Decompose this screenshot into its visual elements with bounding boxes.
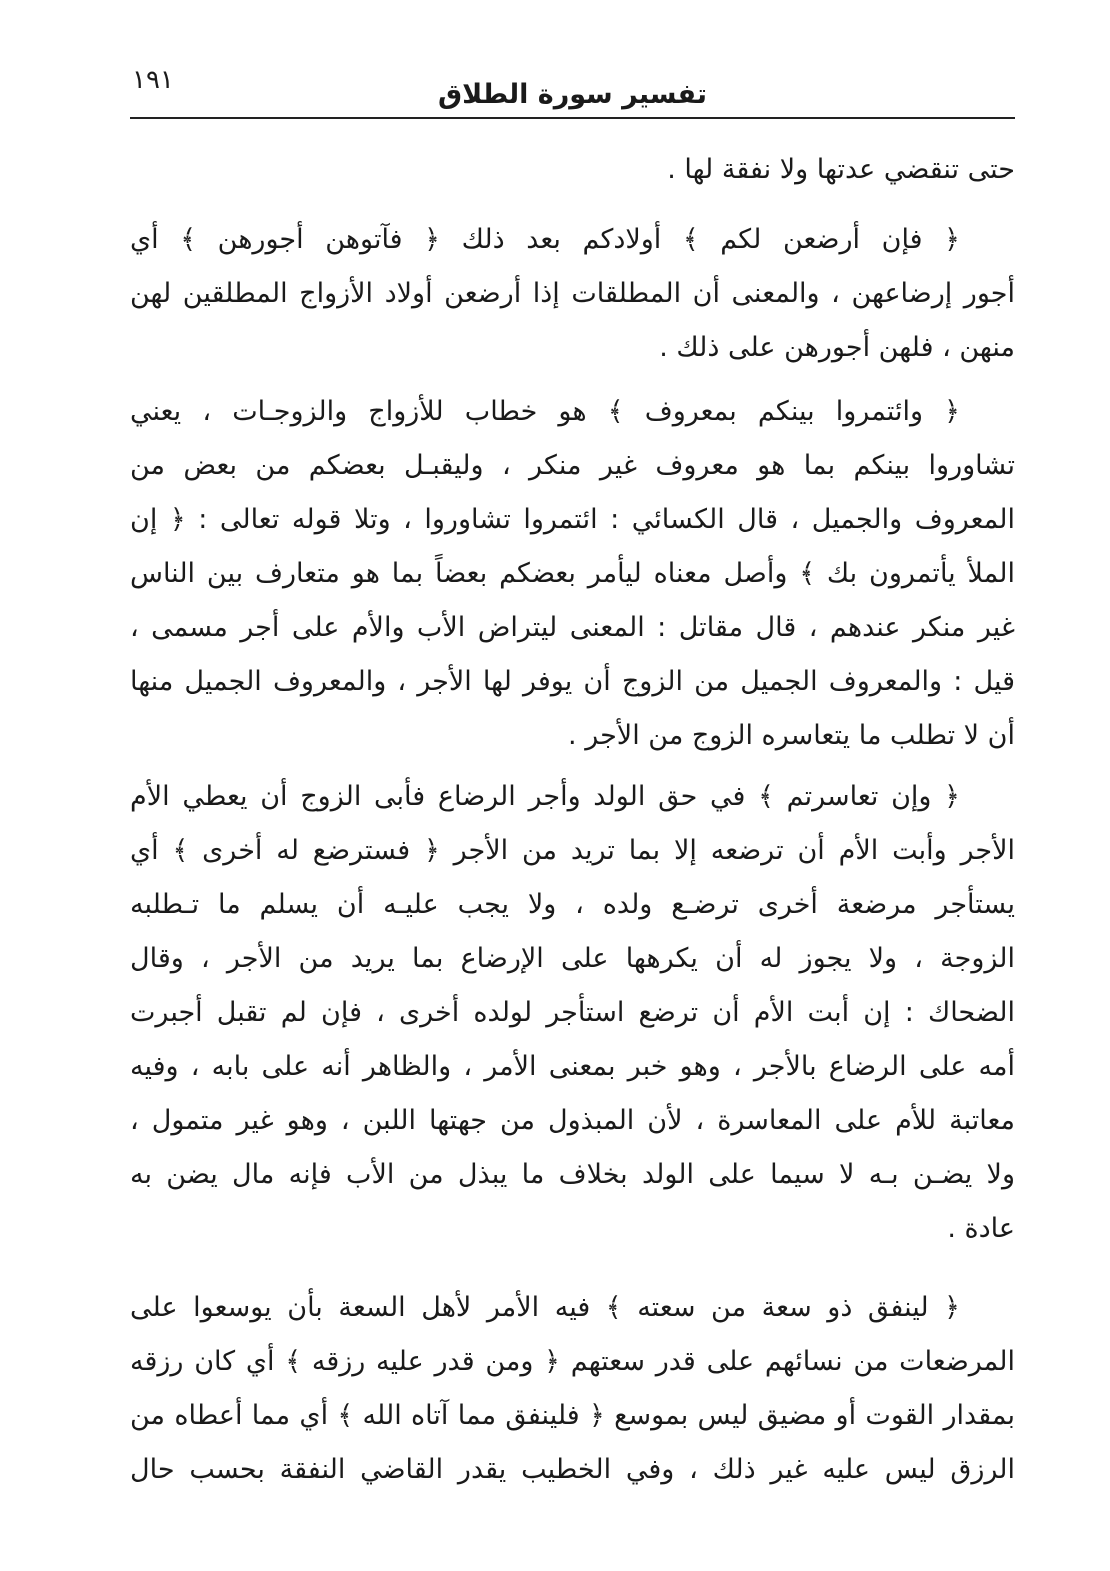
text-line: الزوجة ، ولا يجوز له أن يكرهها على الإرضاع بما يريد من الأجر ، وقال <box>130 943 1015 974</box>
paragraph <box>130 213 1015 375</box>
paragraph <box>130 143 1015 197</box>
paragraph <box>130 385 1015 763</box>
text-line: قيل : والمعروف الجميل من الزوج أن يوفر لها الأجر ، والمعروف الجميل منها <box>130 666 1015 697</box>
text-line: الملأ يأتمرون بك ﴾ وأصل معناه ليأمر بعضكم بعضاً بما هو متعارف بين الناس <box>130 558 1015 589</box>
text-line: يستأجر مرضعة أخرى ترضـع ولده ، ولا يجب عليـه أن يسلم ما تـطلبه <box>130 889 1015 920</box>
text-line: منهن ، فلهن أجورهن على ذلك . <box>659 332 1015 363</box>
text-line: الضحاك : إن أبت الأم أن ترضع استأجر لولده أخرى ، فإن لم تقبل أجبرت <box>130 997 1015 1028</box>
text-line: أجور إرضاعهن ، والمعنى أن المطلقات إذا أرضعن أولاد الأزواج المطلقين لهن <box>130 278 1015 309</box>
text-line: تشاوروا بينكم بما هو معروف غير منكر ، وليقبـل بعضكم من بعض من <box>130 450 1015 481</box>
text-line: المعروف والجميل ، قال الكسائي : ائتمروا تشاوروا ، وتلا قوله تعالى : ﴿ إن <box>130 504 1015 535</box>
text-line: عادة . <box>947 1213 1015 1244</box>
text-line: أمه على الرضاع بالأجر ، وهو خبر بمعنى الأمر ، والظاهر أنه على بابه ، وفيه <box>130 1051 1015 1082</box>
text-line: ﴿ لينفق ذو سعة من سعته ﴾ فيه الأمر لأهل السعة بأن يوسعوا على <box>130 1292 960 1323</box>
paragraph <box>130 1281 1015 1497</box>
text-line: بمقدار القوت أو مضيق ليس بموسع ﴿ فلينفق مما آتاه الله ﴾ أي مما أعطاه من <box>130 1400 1015 1431</box>
text-line: ﴿ فإن أرضعن لكم ﴾ أولادكم بعد ذلك ﴿ فآتوهن أجورهن ﴾ أي <box>130 224 960 255</box>
text-line: المرضعات من نسائهم على قدر سعتهم ﴿ ومن قدر عليه رزقه ﴾ أي كان رزقه <box>130 1346 1015 1377</box>
text-line: معاتبة للأم على المعاسرة ، لأن المبذول من جهتها اللبن ، وهو غير متمول ، <box>130 1105 1015 1136</box>
text-line: أن لا تطلب ما يتعاسره الزوج من الأجر . <box>568 720 1015 751</box>
text-line: غير منكر عندهم ، قال مقاتل : المعنى ليتراض الأب والأم على أجر مسمى ، <box>130 612 1015 643</box>
header-rule <box>130 117 1015 119</box>
text-line: الرزق ليس عليه غير ذلك ، وفي الخطيب يقدر القاضي النفقة بحسب حال <box>130 1454 1015 1485</box>
text-line: ولا يضـن بـه لا سيما على الولد بخلاف ما يبذل من الأب فإنه مال يضن به <box>130 1159 1015 1190</box>
text-line: ﴿ وإن تعاسرتم ﴾ في حق الولد وأجر الرضاع فأبى الزوج أن يعطي الأم <box>130 781 960 812</box>
text-line: ﴿ وائتمروا بينكم بمعروف ﴾ هو خطاب للأزواج والزوجـات ، يعني <box>130 396 960 427</box>
paragraph <box>130 770 1015 1256</box>
text-line: حتى تنقضي عدتها ولا نفقة لها . <box>667 154 1015 185</box>
body-text <box>130 143 1015 1497</box>
text-line: الأجر وأبت الأم أن ترضعه إلا بما تريد من الأجر ﴿ فسترضع له أخرى ﴾ أي <box>130 835 1015 866</box>
page-number: ١٩١ <box>132 65 174 95</box>
running-title: تفسير سورة الطلاق <box>438 79 707 110</box>
